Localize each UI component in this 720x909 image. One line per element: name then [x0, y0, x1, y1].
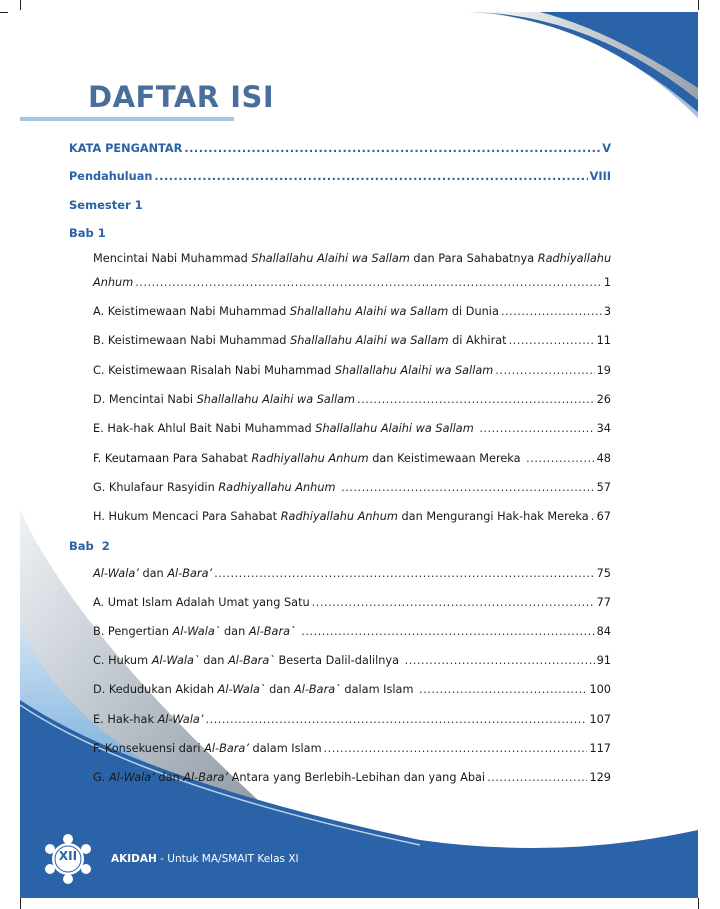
- text-run: dalam Islam: [248, 741, 322, 755]
- dot-leader: [205, 713, 587, 726]
- dot-leader: [509, 334, 595, 347]
- text-run-italic: Al-Bara’: [204, 741, 249, 755]
- toc-page-number: 48: [596, 451, 611, 465]
- text-run-italic: Al-Wala`: [172, 625, 221, 639]
- toc-entry-label: KATA PENGANTAR: [69, 142, 183, 155]
- toc-entry-label: Anhum: [93, 276, 134, 289]
- dot-leader: [479, 422, 594, 435]
- dot-leader: [154, 170, 587, 183]
- text-run-italic: Al-Bara’: [167, 567, 213, 580]
- toc-entry[interactable]: [93, 683, 611, 696]
- toc-entry-label: [93, 452, 524, 465]
- text-run-italic: Shallallahu Alaihi wa Sallam: [289, 305, 449, 318]
- text-run-italic: Al-Bara`: [228, 654, 275, 668]
- toc-entry-label: [93, 683, 417, 696]
- toc-entry[interactable]: [93, 305, 611, 318]
- chapter-heading: Bab 2: [69, 539, 110, 553]
- dot-leader: [591, 510, 595, 523]
- text-run: E. Hak-hak: [93, 712, 158, 726]
- toc-page-number: 129: [589, 770, 611, 784]
- toc-entry-label: [93, 305, 499, 318]
- toc-entry[interactable]: [93, 452, 611, 465]
- text-run-italic: Radhiyallahu: [537, 252, 612, 265]
- text-run: [474, 422, 478, 435]
- text-run: dan: [199, 654, 229, 668]
- toc-page-number: 67: [596, 510, 611, 524]
- text-run: F. Konsekuensi dari: [93, 741, 205, 755]
- toc-entry[interactable]: [93, 334, 611, 347]
- dot-leader: [526, 452, 594, 465]
- text-run: Beserta Dalil-dalilnya: [274, 654, 403, 668]
- toc-entry-label: [93, 654, 403, 667]
- toc-entry-label: [93, 625, 299, 638]
- toc-entry-label: [93, 713, 203, 726]
- toc-page-number: 19: [596, 363, 611, 377]
- text-run-italic: Shallallahu Alaihi wa Sallam: [251, 252, 410, 265]
- text-run: di Akhirat: [448, 334, 507, 348]
- text-run-italic: Radhiyallahu Anhum: [218, 480, 336, 494]
- toc-entry-front[interactable]: [69, 142, 611, 155]
- toc-page-number: 75: [596, 567, 611, 580]
- text-run: Mencintai Nabi Muhammad: [93, 252, 252, 265]
- toc-entry[interactable]: [93, 654, 611, 667]
- text-run: [296, 625, 300, 638]
- toc-entry-label: Pendahuluan: [69, 170, 153, 183]
- toc-entry[interactable]: [93, 596, 611, 609]
- text-run: dan Para Sahabatnya: [409, 252, 538, 265]
- text-run-italic: Al-Bara`: [293, 683, 341, 697]
- toc-page-number: 84: [596, 625, 611, 639]
- toc-page-number: VIII: [589, 170, 611, 183]
- text-run-italic: Al-Wala’: [108, 770, 155, 784]
- text-run-italic: Al-Wala’: [93, 567, 139, 580]
- text-run: dan: [154, 770, 184, 784]
- toc-page-number: V: [602, 142, 611, 155]
- dot-leader: [419, 683, 587, 696]
- text-run-italic: Al-Bara’: [183, 770, 229, 784]
- dot-leader: [495, 364, 594, 377]
- text-run: dan: [265, 683, 294, 697]
- toc-entry[interactable]: [93, 422, 611, 435]
- toc-entry[interactable]: [93, 481, 611, 494]
- grade-badge-number: XII: [58, 849, 78, 863]
- footer-subtitle: - Untuk MA/SMAIT Kelas XI: [156, 853, 299, 865]
- text-run: A. Umat Islam Adalah Umat yang Satu: [93, 596, 310, 610]
- dot-leader: [405, 654, 595, 667]
- dot-leader: [135, 276, 602, 289]
- text-run-italic: Radhiyallahu Anhum: [251, 451, 369, 465]
- toc-page-number: 3: [603, 305, 611, 318]
- text-run: A. Keistimewaan Nabi Muhammad: [93, 305, 290, 318]
- text-run: H. Hukum Mencaci Para Sahabat: [93, 510, 281, 524]
- text-run: dalam Islam: [340, 683, 418, 697]
- toc-entry-label: [93, 422, 477, 435]
- dot-leader: [214, 567, 595, 580]
- toc-page-number: 1: [603, 276, 611, 289]
- toc-entry[interactable]: [93, 393, 611, 406]
- dot-leader: [341, 481, 595, 494]
- text-run: C. Hukum: [93, 654, 152, 668]
- chapter-heading: Bab 1: [69, 226, 106, 240]
- page-title: DAFTAR ISI: [88, 80, 275, 114]
- text-run: F. Keutamaan Para Sahabat: [93, 451, 252, 465]
- text-run: G.: [93, 770, 109, 784]
- text-run-italic: Shallallahu Alaihi wa Sallam: [290, 334, 449, 348]
- text-run: B. Keistimewaan Nabi Muhammad: [93, 334, 291, 348]
- toc-entry[interactable]: [93, 625, 611, 638]
- toc-entry[interactable]: [93, 567, 611, 580]
- chapter-title-line: [93, 252, 611, 265]
- toc-entry[interactable]: [93, 364, 611, 377]
- toc-entry-label: [93, 771, 485, 784]
- toc-page-number: 91: [596, 654, 611, 668]
- text-run: dan: [220, 625, 249, 639]
- toc-entry-label: [93, 596, 310, 609]
- title-underline: [20, 117, 234, 121]
- dot-leader: [357, 393, 595, 406]
- toc-entry[interactable]: [93, 771, 611, 784]
- text-run: Antara yang Berlebih-Lebihan dan yang Abai: [228, 770, 486, 784]
- toc-entry-front[interactable]: [69, 170, 611, 183]
- toc-entry[interactable]: [93, 510, 611, 523]
- toc-entry-label: [93, 334, 507, 347]
- dot-leader: [184, 142, 600, 155]
- text-run-italic: Al-Wala`: [217, 683, 266, 697]
- text-run-italic: Radhiyallahu Anhum: [280, 510, 398, 524]
- toc-entry[interactable]: [93, 276, 611, 289]
- dot-leader: [324, 742, 588, 755]
- toc-page-number: 100: [589, 683, 611, 697]
- text-run: C. Keistimewaan Risalah Nabi Muhammad: [93, 363, 335, 377]
- toc-entry-label: [93, 567, 212, 580]
- text-run-italic: Shallallahu Alaihi wa Sallam: [334, 363, 494, 377]
- text-run: [336, 481, 340, 494]
- toc-entry[interactable]: [93, 713, 611, 726]
- dot-leader: [301, 625, 594, 638]
- toc-entry-label: [93, 364, 493, 377]
- semester-heading: Semester 1: [69, 198, 143, 212]
- toc-page-number: 107: [589, 712, 611, 726]
- toc-page-number: 77: [596, 596, 611, 610]
- toc-page-number: 117: [589, 741, 611, 755]
- dot-leader: [501, 305, 602, 318]
- toc-page-number: 11: [596, 334, 611, 348]
- text-run: dan: [138, 567, 168, 580]
- text-run: dan Keistimewaan Mereka: [368, 451, 525, 465]
- toc-entry-label: [93, 742, 322, 755]
- text-run-italic: Shallallahu Alaihi wa Sallam: [315, 422, 474, 436]
- dot-leader: [487, 771, 587, 784]
- text-run-italic: Al-Bara`: [248, 625, 296, 639]
- footer-subject: AKIDAH: [111, 853, 157, 865]
- toc-page-number: 34: [596, 422, 611, 436]
- text-run: G. Khulafaur Rasyidin: [93, 480, 219, 494]
- toc-entry-label: [93, 393, 355, 406]
- text-run: B. Pengertian: [93, 625, 173, 639]
- toc-entry-label: [93, 481, 339, 494]
- text-run-italic: Al-Wala`: [151, 654, 200, 668]
- toc-page-number: 57: [596, 480, 611, 494]
- text-run: D. Mencintai Nabi: [93, 392, 197, 406]
- dot-leader: [312, 596, 595, 609]
- text-run: di Dunia: [448, 305, 499, 318]
- toc-entry[interactable]: [93, 742, 611, 755]
- text-run: E. Hak-hak Ahlul Bait Nabi Muhammad: [93, 422, 316, 436]
- text-run-italic: Shallallahu Alaihi wa Sallam: [196, 392, 356, 406]
- text-run: D. Kedudukan Akidah: [93, 683, 218, 697]
- footer-caption: [111, 853, 299, 865]
- toc-entry-label: [93, 510, 589, 523]
- toc-page-number: 26: [596, 392, 611, 406]
- text-run-italic: Al-Wala’: [157, 712, 204, 726]
- text-run: dan Mengurangi Hak-hak Mereka: [397, 510, 589, 524]
